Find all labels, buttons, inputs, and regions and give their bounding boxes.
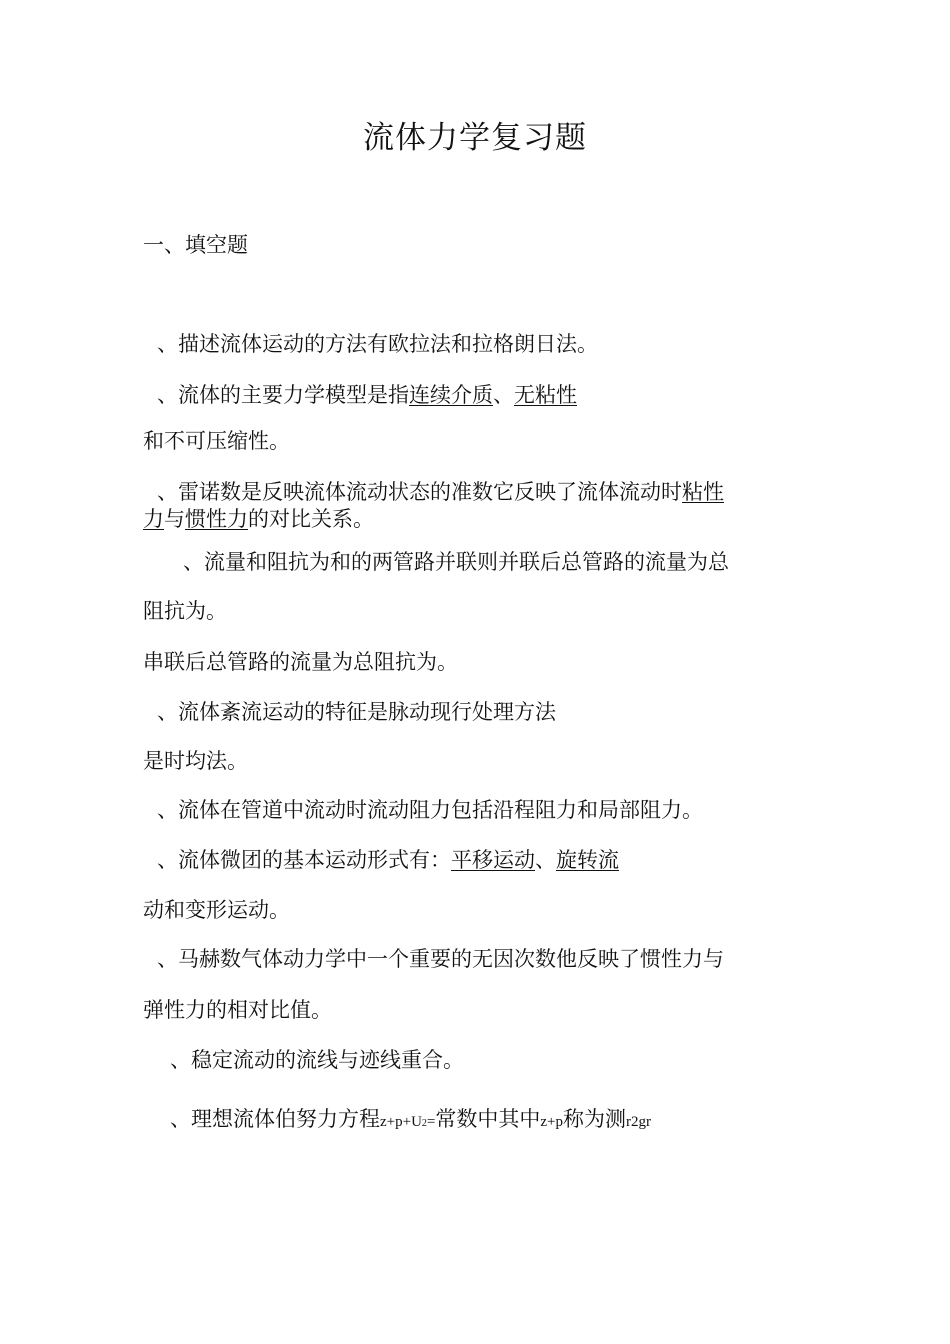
question-5-continuation: 是时均法。 xyxy=(143,749,248,773)
page-title: 流体力学复习题 xyxy=(363,120,587,156)
question-6-text: 、流体在管道中流动时流动阻力包括沿程阻力和局部阻力。 xyxy=(157,798,703,822)
question-8-line-2 xyxy=(143,995,332,1025)
question-8-text: 、马赫数气体动力学中一个重要的无因次数他反映了惯性力与 xyxy=(157,947,724,971)
question-7-line-1 xyxy=(157,845,619,875)
answer-blank: 连续介质 xyxy=(409,383,493,407)
answer-blank: 力 xyxy=(143,507,164,531)
connector-text: 与 xyxy=(164,507,185,531)
question-4-line-1 xyxy=(183,547,729,577)
question-8-continuation: 弹性力的相对比值。 xyxy=(143,998,332,1022)
answer-blank: 平移运动 xyxy=(451,848,535,872)
question-5-line-1 xyxy=(157,697,556,727)
answer-blank: 旋转流 xyxy=(556,848,619,872)
question-10 xyxy=(170,1104,651,1139)
question-8-line-1 xyxy=(157,944,724,974)
question-2-text: 、流体的主要力学模型是指 xyxy=(157,383,409,407)
section-heading: 一、填空题 xyxy=(143,233,248,257)
question-9-text: 、稳定流动的流线与迹线重合。 xyxy=(170,1048,464,1072)
question-7-continuation: 动和变形运动。 xyxy=(143,898,290,922)
answer-blank: 惯性力 xyxy=(185,507,248,531)
question-3-continuation: 的对比关系。 xyxy=(248,507,374,531)
question-10-text: 常数中其中 xyxy=(435,1107,541,1131)
question-4-continuation: 串联后总管路的流量为总阻抗为。 xyxy=(143,650,458,674)
question-10-text: 、理想流体伯努力方程 xyxy=(170,1107,380,1131)
question-2-line-1 xyxy=(157,380,577,410)
formula-subscript: 2 xyxy=(421,1118,427,1129)
question-9 xyxy=(170,1045,464,1075)
question-4-line-3 xyxy=(143,647,458,677)
question-5-text: 、流体紊流运动的特征是脉动现行处理方法 xyxy=(157,700,556,724)
answer-blank: 粘性 xyxy=(682,480,724,504)
question-4-continuation: 阻抗为。 xyxy=(143,599,227,623)
question-10-text: 称为测 xyxy=(563,1107,627,1131)
formula: z+p xyxy=(540,1114,564,1130)
answer-blank: 无粘性 xyxy=(514,383,577,407)
question-1 xyxy=(157,329,598,359)
question-4-line-2 xyxy=(143,596,227,626)
question-1-text: 、描述流体运动的方法有欧拉法和拉格朗日法。 xyxy=(157,332,598,356)
formula: z+p+U xyxy=(380,1114,422,1130)
question-3-line-2 xyxy=(143,504,374,534)
formula-equals: = xyxy=(426,1114,436,1130)
formula: r2gr xyxy=(626,1114,652,1130)
separator: 、 xyxy=(535,848,556,872)
question-4-text: 、流量和阻抗为和的两管路并联则并联后总管路的流量为总 xyxy=(183,550,729,574)
question-2-line-2 xyxy=(143,426,290,456)
question-3-text: 、雷诺数是反映流体流动状态的准数它反映了流体流动时 xyxy=(157,480,682,504)
question-7-text: 、流体微团的基本运动形式有： xyxy=(157,848,451,872)
question-2-continuation: 和不可压缩性。 xyxy=(143,429,290,453)
question-7-line-2 xyxy=(143,895,290,925)
question-6 xyxy=(157,795,703,825)
separator: 、 xyxy=(493,383,514,407)
question-3-line-1 xyxy=(157,477,724,507)
question-5-line-2 xyxy=(143,746,248,776)
